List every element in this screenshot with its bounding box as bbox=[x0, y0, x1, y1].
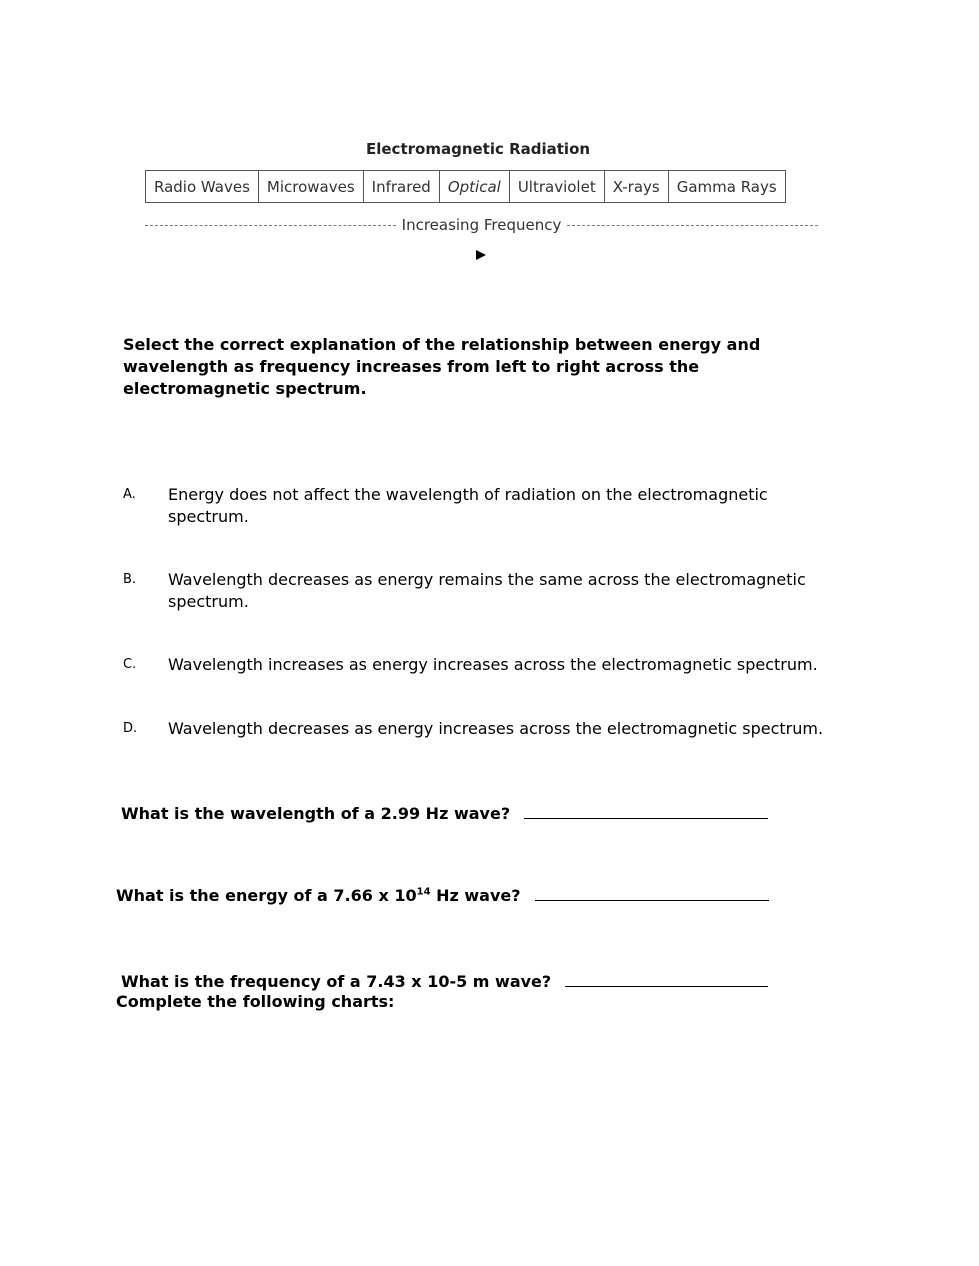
wavelength-question bbox=[121, 802, 768, 823]
charts-instruction: Complete the following charts: bbox=[116, 992, 395, 1011]
band-ultraviolet: Ultraviolet bbox=[509, 171, 604, 203]
dashed-line-right bbox=[567, 225, 818, 226]
option-text: Wavelength increases as energy increases across the electromagnetic spectrum. bbox=[168, 655, 818, 674]
energy-exponent: 14 bbox=[416, 886, 431, 898]
spectrum-table bbox=[145, 170, 786, 203]
option-letter: D. bbox=[123, 721, 138, 736]
option-text: Energy does not affect the wavelength of radiation on the electromagnetic spectrum. bbox=[168, 485, 768, 526]
frequency-question-text: What is the frequency of a 7.43 x 10-5 m wave? bbox=[121, 972, 552, 991]
arrow-right-icon bbox=[476, 250, 486, 260]
option-c[interactable] bbox=[123, 654, 843, 676]
frequency-label: Increasing Frequency bbox=[401, 216, 562, 234]
band-optical: Optical bbox=[439, 171, 509, 203]
option-letter: C. bbox=[123, 657, 137, 672]
energy-question bbox=[116, 884, 769, 905]
frequency-question bbox=[121, 970, 768, 991]
energy-question-prefix: What is the energy of a 7.66 x 10 bbox=[116, 886, 417, 905]
question-prompt: Select the correct explanation of the relationship between energy and wavelength as frequency increases from left to right across the electromagnetic spectrum. bbox=[123, 335, 761, 398]
option-a[interactable] bbox=[123, 484, 843, 528]
option-text: Wavelength decreases as energy remains the same across the electromagnetic spectrum. bbox=[168, 570, 806, 611]
frequency-answer-blank[interactable] bbox=[565, 970, 768, 987]
option-text: Wavelength decreases as energy increases across the electromagnetic spectrum. bbox=[168, 719, 824, 738]
band-radio-waves: Radio Waves bbox=[146, 171, 259, 203]
band-gamma-rays: Gamma Rays bbox=[668, 171, 785, 203]
wavelength-answer-blank[interactable] bbox=[524, 802, 768, 819]
option-letter: A. bbox=[123, 487, 136, 502]
option-letter: B. bbox=[123, 572, 137, 587]
option-d[interactable] bbox=[123, 718, 843, 740]
energy-answer-blank[interactable] bbox=[535, 884, 769, 901]
figure-title: Electromagnetic Radiation bbox=[366, 140, 591, 158]
dashed-line-left bbox=[145, 225, 396, 226]
energy-question-suffix: Hz wave? bbox=[430, 886, 521, 905]
wavelength-question-text: What is the wavelength of a 2.99 Hz wave? bbox=[121, 804, 511, 823]
band-x-rays: X-rays bbox=[604, 171, 668, 203]
option-b[interactable] bbox=[123, 569, 843, 613]
frequency-indicator bbox=[145, 216, 818, 234]
band-infrared: Infrared bbox=[363, 171, 439, 203]
band-microwaves: Microwaves bbox=[258, 171, 363, 203]
